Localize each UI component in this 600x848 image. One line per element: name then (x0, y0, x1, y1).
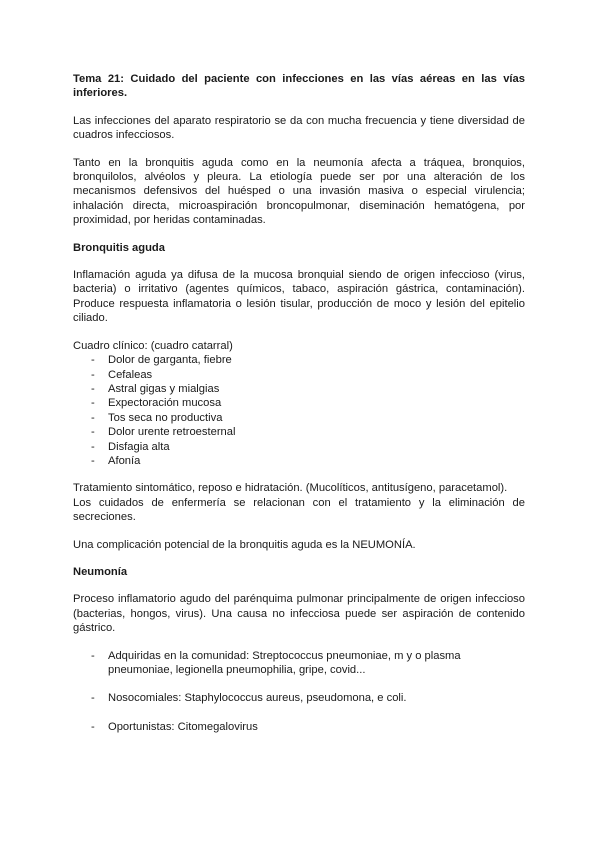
list-item: - Cefaleas (73, 368, 525, 382)
symptom-list (73, 353, 525, 468)
list-item: - Oportunistas: Citomegalovirus (73, 720, 525, 734)
list-item: - Afonía (73, 454, 525, 468)
treatment-text: Tratamiento sintomático, reposo e hidratación. (Mucolíticos, antitusígeno, paracetamol). (73, 482, 508, 495)
neumonia-definition: Proceso inflamatorio agudo del parénquima pulmonar principalmente de origen infeccioso (bacterias, hongos, virus). Una causa no infecciosa puede ser aspiración de contenido gástrico. (73, 593, 525, 635)
list-item: - Dolor urente retroesternal (73, 425, 525, 439)
list-item: - Disfagia alta (73, 440, 525, 454)
complication-text: Una complicación potencial de la bronquitis aguda es la NEUMONÍA. (73, 538, 416, 551)
list-item: - Dolor de garganta, fiebre (73, 353, 525, 367)
list-item: - Expectoración mucosa (73, 396, 525, 410)
bronquitis-definition: Inflamación aguda ya difusa de la mucosa bronquial siendo de origen infeccioso (virus, bacteria) o irritativo (agentes químicos, tabaco, aspiración gástrica, contaminación). Produce respuesta inflamatoria o lesión tisular, producción de moco y lesión del epitelio ciliado. (73, 269, 525, 325)
list-item: - Tos seca no productiva (73, 411, 525, 425)
section-heading-neumonia: Neumonía (73, 565, 128, 578)
document-title: Tema 21: Cuidado del paciente con infecciones en las vías aéreas en las vías inferiores. (73, 73, 525, 100)
list-item: - Adquiridas en la comunidad: Streptococcus pneumoniae, m y o plasma pneumoniae, legionella pneumophilia, gripe, covid... (73, 649, 525, 678)
intro-paragraph-2: Tanto en la bronquitis aguda como en la neumonía afecta a tráquea, bronquios, bronquilolos, alvéolos y pleura. La etiología puede ser por una alteración de los mecanismos defensivos del huésped o una invasión masiva o especial virulencia; inhalación directa, microaspiración broncopulmonar, diseminación hematógena, por proximidad, por heridas contaminadas. (73, 156, 525, 227)
neumonia-types-list (73, 649, 525, 735)
intro-paragraph-1: Las infecciones del aparato respiratorio se da con mucha frecuencia y tiene diversidad de cuadros infecciosos. (73, 114, 525, 142)
nursing-care-text: Los cuidados de enfermería se relacionan con el tratamiento y la eliminación de secreciones. (73, 496, 525, 524)
section-heading-bronquitis: Bronquitis aguda (73, 241, 165, 254)
list-item: - Astral gigas y mialgias (73, 382, 525, 396)
clinical-label: Cuadro clínico: (cuadro catarral) (73, 339, 233, 352)
list-item: - Nosocomiales: Staphylococcus aureus, pseudomona, e coli. (73, 691, 525, 705)
